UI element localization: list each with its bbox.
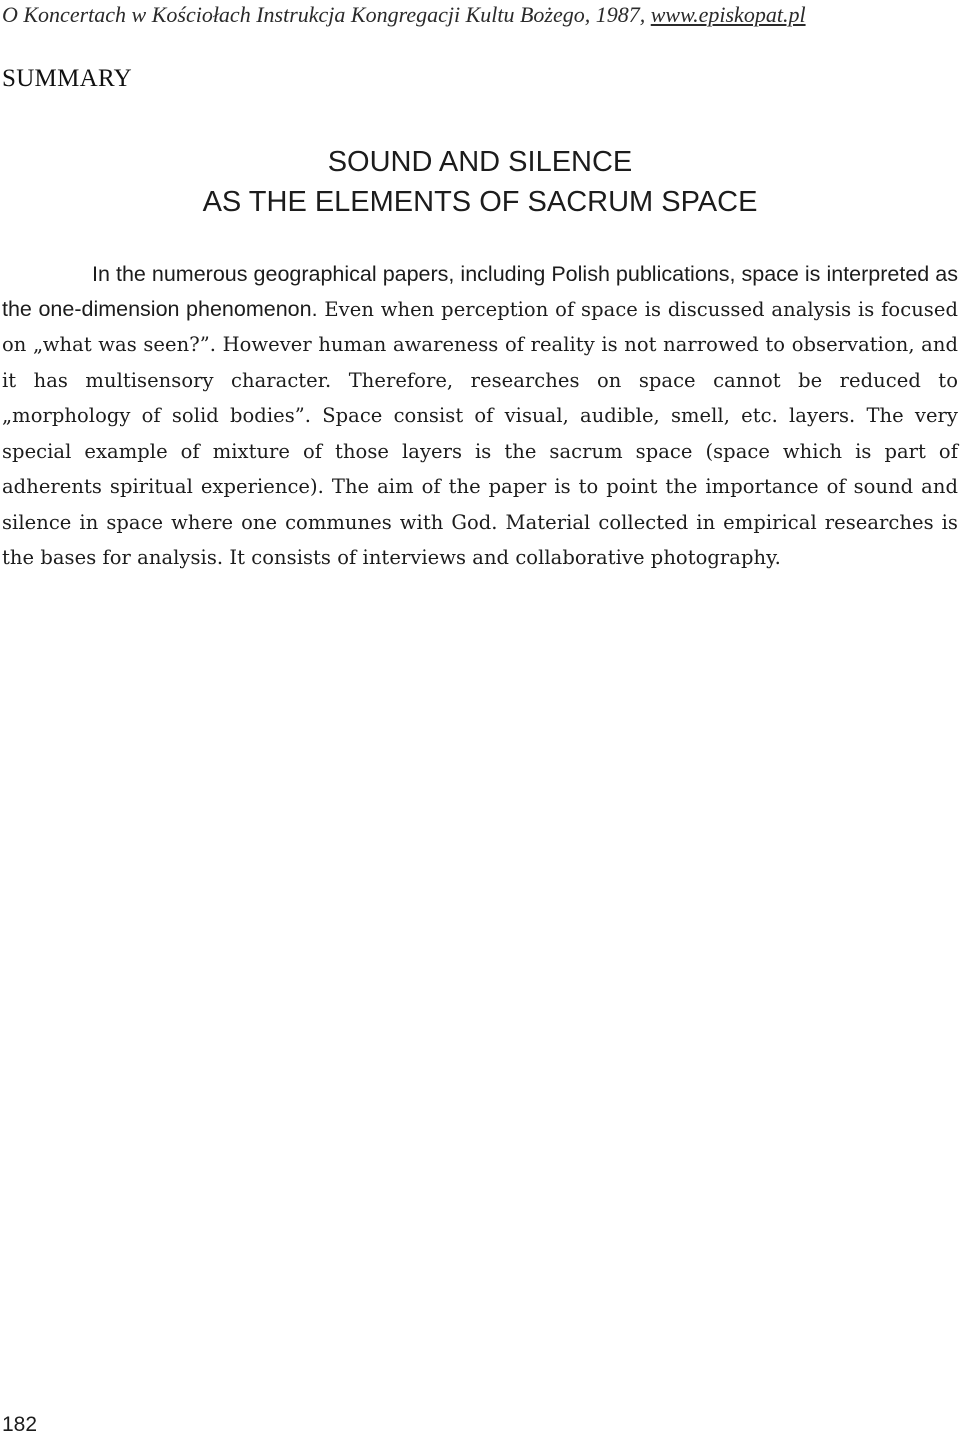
article-title	[0, 142, 960, 222]
abstract-paragraph	[2, 257, 958, 576]
abstract-text-part-1: In the numerous geographical papers, including Polish publications, space is interpreted as the one-dimension phenomenon.	[2, 262, 958, 321]
title-line-2: AS THE ELEMENTS OF SACRUM SPACE	[202, 186, 758, 218]
header-citation: O Koncertach w Kościołach Instrukcja Kongregacji Kultu Bożego, 1987,	[2, 2, 651, 27]
running-header	[2, 0, 958, 30]
abstract-text-part-2: Even when perception of space is discussed analysis is focused on „what was seen?”. However human awareness of reality is not narrowed to observation, and it has multisensory character. Therefore, researches on space cannot be reduced to „morphology of solid bodies”. Space consist of visual, audible, smell, etc. layers. The very special example of mixture of those layers is the sacrum space (space which is part of adherents spiritual experience). The aim of the paper is to point the importance of sound and silence in space where one communes with God. Material collected in empirical researches is the bases for analysis. It consists of interviews and collaborative photography.	[2, 297, 958, 569]
page-number: 182	[2, 1413, 38, 1436]
header-link[interactable]: www.episkopat.pl	[650, 2, 806, 27]
title-line-1: SOUND AND SILENCE	[327, 146, 633, 178]
summary-heading: SUMMARY	[2, 65, 132, 92]
